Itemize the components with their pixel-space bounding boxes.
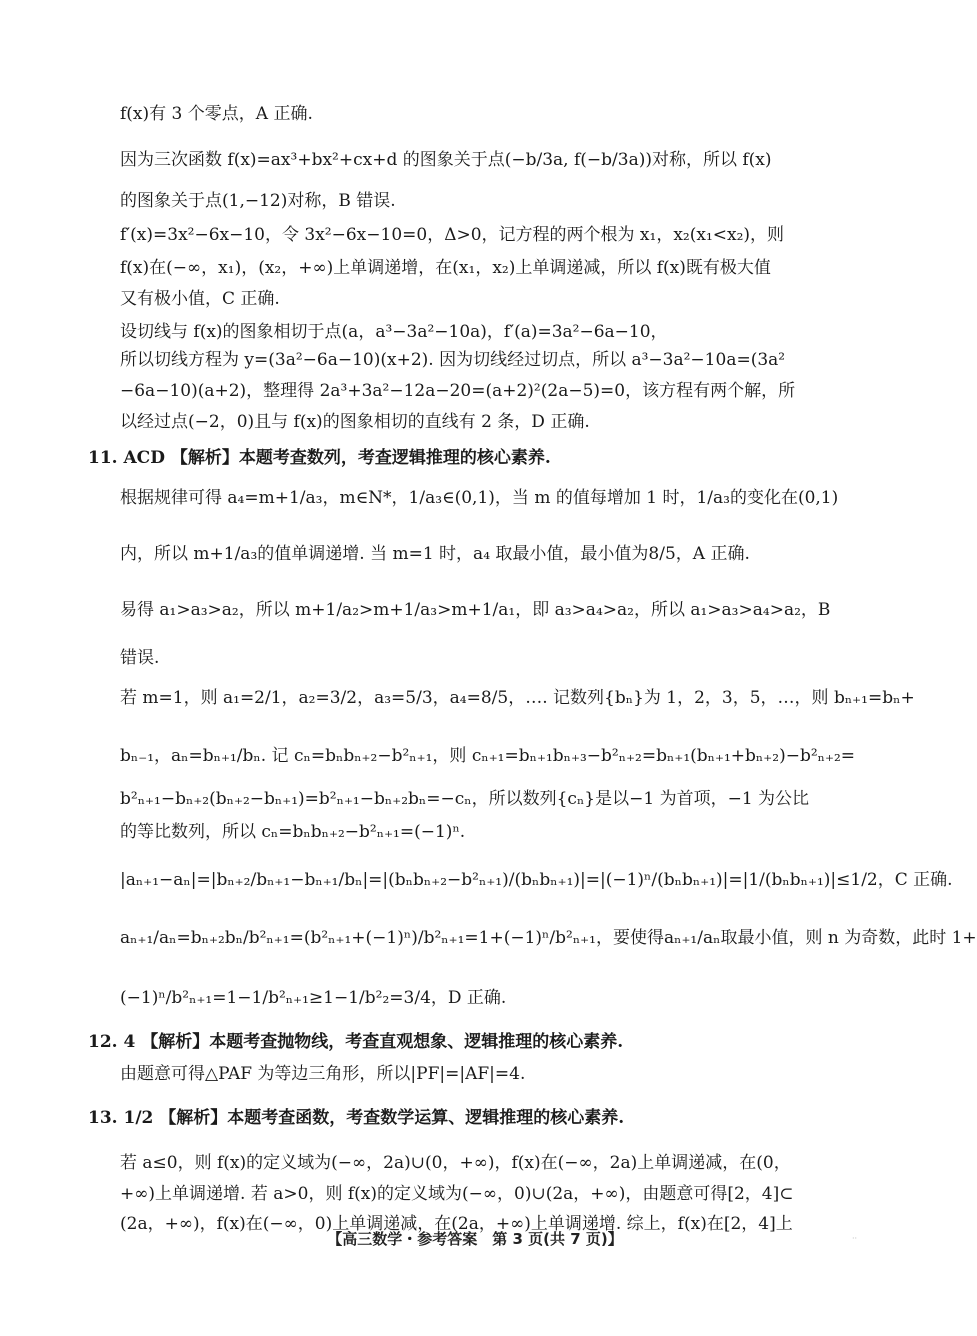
corner-mark: ·· (852, 1234, 858, 1243)
text-line: b²ₙ₊₁−bₙ₊₂(bₙ₊₂−bₙ₊₁)=b²ₙ₊₁−bₙ₊₂bₙ=−cₙ，所以数列{cₙ}是以−1 为首项，−1 为公比 (120, 789, 810, 809)
text-line: 的图象关于点(1,−12)对称，B 错误. (120, 191, 396, 211)
text-line: bₙ₋₁，aₙ=bₙ₊₁/bₙ. 记 cₙ=bₙbₙ₊₂−b²ₙ₊₁，则 cₙ₊₁=bₙ₊₁bₙ₊₃−b²ₙ₊₂=bₙ₊₁(bₙ₊₁+bₙ₊₂)−b²ₙ₊₂= (120, 746, 856, 766)
page-footer: 【高三数学・参考答案 第 3 页(共 7 页)】 (327, 1230, 623, 1248)
text-line: 设切线与 f(x)的图象相切于点(a，a³−3a²−10a)，f′(a)=3a²−6a−10， (120, 322, 668, 342)
text-line: 根据规律可得 a₄=m+1/a₃，m∈N*，1/a₃∈(0,1)，当 m 的值每增加 1 时，1/a₃的变化在(0,1) (120, 488, 839, 508)
text-line: f(x)在(−∞，x₁)，(x₂，+∞)上单调递增，在(x₁，x₂)上单调递减，所以 f(x)既有极大值 (120, 258, 771, 278)
text-line: 错误. (120, 648, 160, 668)
text-line: 若 m=1，则 a₁=2/1，a₂=3/2，a₃=5/3，a₄=8/5，…. 记数列{bₙ}为 1，2，3，5，…，则 bₙ₊₁=bₙ+ (120, 688, 915, 708)
text-line: 因为三次函数 f(x)=ax³+bx²+cx+d 的图象关于点(−b/3a, f(−b/3a))对称，所以 f(x) (120, 150, 772, 170)
text-line: 11. ACD 【解析】本题考查数列，考查逻辑推理的核心素养. (88, 448, 551, 468)
text-line: 12. 4 【解析】本题考查抛物线，考查直观想象、逻辑推理的核心素养. (88, 1032, 624, 1052)
text-line: 易得 a₁>a₃>a₂，所以 m+1/a₂>m+1/a₃>m+1/a₁，即 a₃>a₄>a₂，所以 a₁>a₃>a₄>a₂，B (120, 600, 831, 620)
text-line: (−1)ⁿ/b²ₙ₊₁=1−1/b²ₙ₊₁≥1−1/b²₂=3/4，D 正确. (120, 988, 507, 1008)
text-line: 的等比数列，所以 cₙ=bₙbₙ₊₂−b²ₙ₊₁=(−1)ⁿ. (120, 822, 466, 842)
text-line: 所以切线方程为 y=(3a²−6a−10)(x+2). 因为切线经过切点，所以 a³−3a²−10a=(3a² (120, 350, 786, 370)
text-line: aₙ₊₁/aₙ=bₙ₊₂bₙ/b²ₙ₊₁=(b²ₙ₊₁+(−1)ⁿ)/b²ₙ₊₁=1+(−1)ⁿ/b²ₙ₊₁，要使得aₙ₊₁/aₙ取最小值，则 n 为奇数，此时 1+ (120, 928, 977, 948)
text-line: 13. 1/2 【解析】本题考查函数，考查数学运算、逻辑推理的核心素养. (88, 1108, 625, 1128)
text-line: +∞)上单调递增. 若 a>0，则 f(x)的定义域为(−∞，0)∪(2a，+∞)，由题意可得[2，4]⊂ (120, 1184, 794, 1204)
text-line: f′(x)=3x²−6x−10，令 3x²−6x−10=0，Δ>0，记方程的两个根为 x₁，x₂(x₁<x₂)，则 (120, 225, 785, 245)
text-line: (2a，+∞)，f(x)在(−∞，0)上单调递减，在(2a，+∞)上单调递增. 综上，f(x)在[2，4]上 (120, 1214, 793, 1234)
text-line: f(x)有 3 个零点，A 正确. (120, 104, 313, 124)
text-line: 由题意可得△PAF 为等边三角形，所以|PF|=|AF|=4. (120, 1064, 526, 1084)
text-line: |aₙ₊₁−aₙ|=|bₙ₊₂/bₙ₊₁−bₙ₊₁/bₙ|=|(bₙbₙ₊₂−b²ₙ₊₁)/(bₙbₙ₊₁)|=|(−1)ⁿ/(bₙbₙ₊₁)|=|1/(bₙbₙ₊₁)|≤1/2，C 正确. (120, 870, 953, 890)
text-line: 内，所以 m+1/a₃的值单调递增. 当 m=1 时，a₄ 取最小值，最小值为8/5，A 正确. (120, 544, 750, 564)
text-line: −6a−10)(a+2)，整理得 2a³+3a²−12a−20=(a+2)²(2a−5)=0，该方程有两个解，所 (120, 381, 796, 401)
text-line: 又有极小值，C 正确. (120, 289, 280, 309)
text-line: 以经过点(−2，0)且与 f(x)的图象相切的直线有 2 条，D 正确. (120, 412, 590, 432)
text-line: 若 a≤0，则 f(x)的定义域为(−∞，2a)∪(0，+∞)，f(x)在(−∞，2a)上单调递减，在(0， (120, 1153, 791, 1173)
